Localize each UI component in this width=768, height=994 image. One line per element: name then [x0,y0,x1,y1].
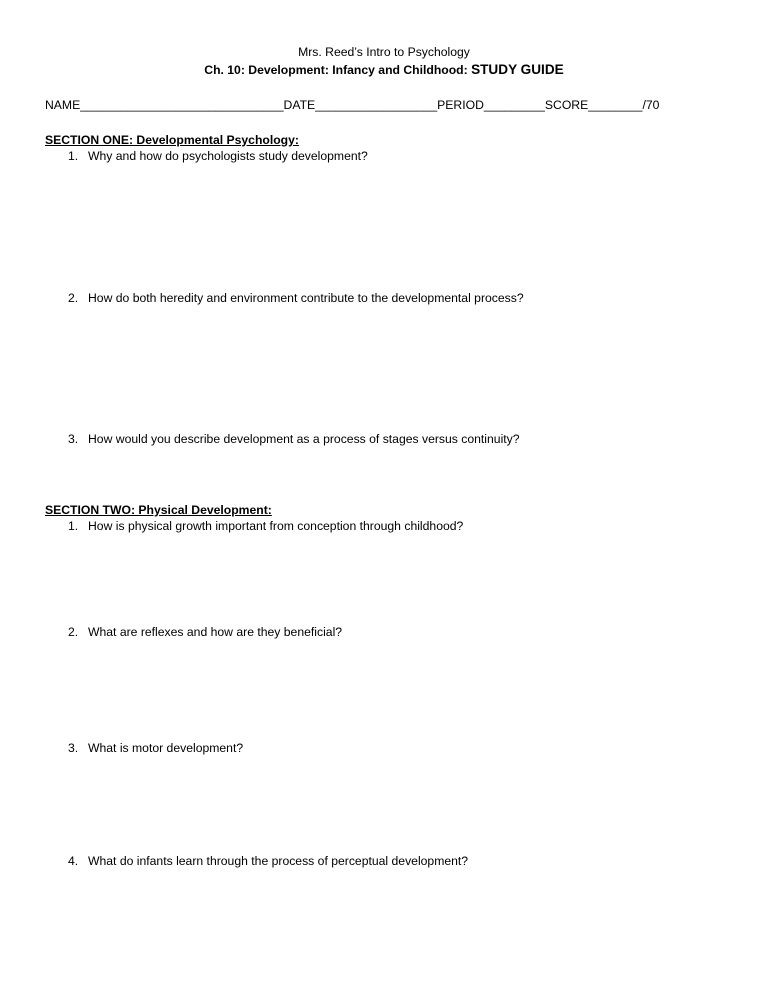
student-info-line: NAME______________________________DATE__________________PERIOD_________SCORE________/70 [45,98,660,112]
question-text: How do both heredity and environment contribute to the developmental process? [88,291,524,305]
section-two-heading: SECTION TWO: Physical Development: [45,503,272,517]
question-number: 2. [68,625,79,639]
question-number: 4. [68,854,79,868]
question-number: 3. [68,432,79,446]
question-text: What do infants learn through the process of perceptual development? [88,854,469,868]
study-guide-label: STUDY GUIDE [471,62,564,77]
question-text: What is motor development? [88,741,244,755]
question-text: Why and how do psychologists study development? [88,149,368,163]
section-one-heading: SECTION ONE: Developmental Psychology: [45,133,299,147]
question-number: 3. [68,741,79,755]
question-number: 1. [68,519,79,533]
question-text: What are reflexes and how are they beneficial? [88,625,343,639]
question-text: How is physical growth important from conception through childhood? [88,519,464,533]
chapter-title: Ch. 10: Development: Infancy and Childhood: [204,63,472,77]
question-number: 2. [68,291,79,305]
page-title [0,62,768,77]
question-text: How would you describe development as a process of stages versus continuity? [88,432,520,446]
question-number: 1. [68,149,79,163]
teacher-line: Mrs. Reed’s Intro to Psychology [298,45,470,59]
